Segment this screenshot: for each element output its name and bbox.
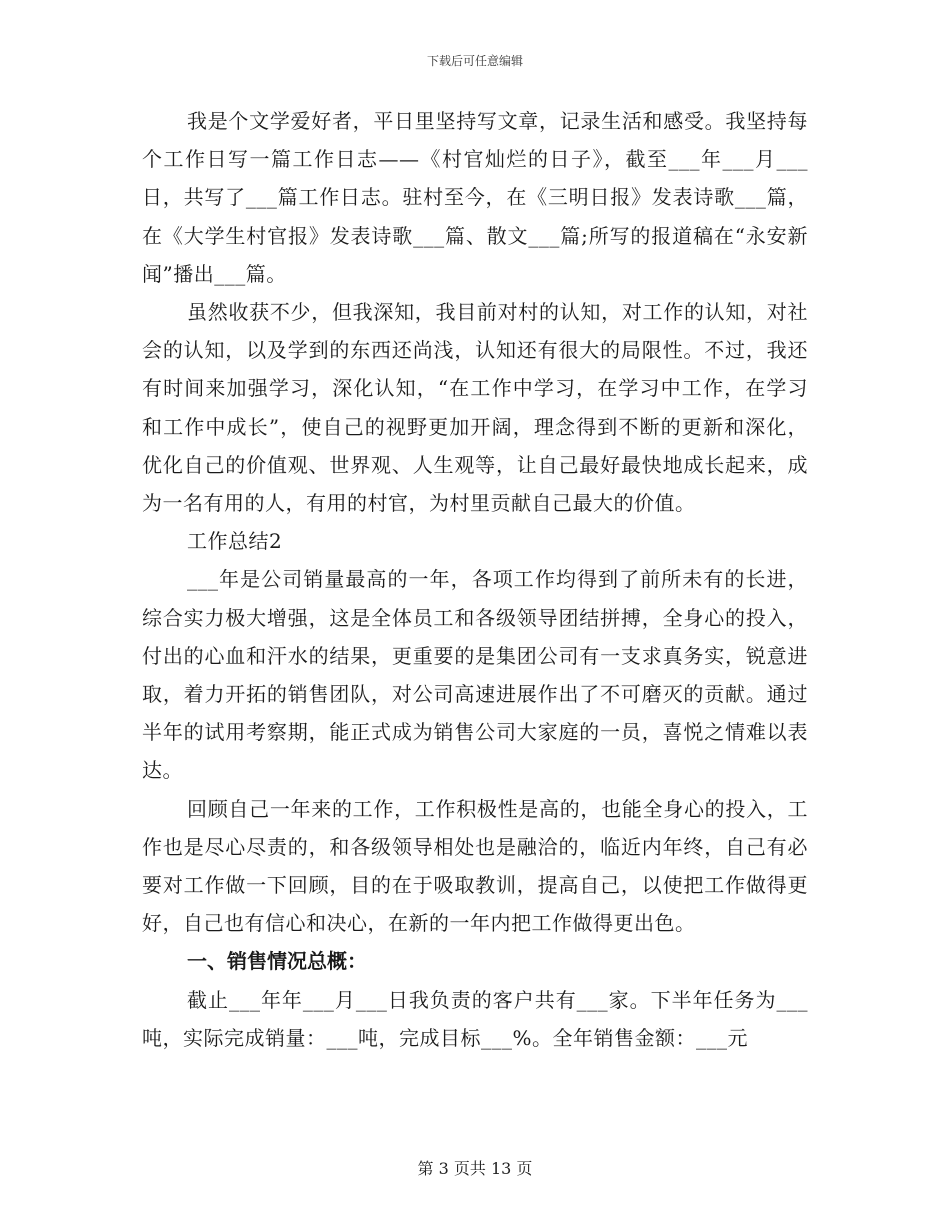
paragraph-company-sales: ___年是公司销量最高的一年，各项工作均得到了前所未有的长进，综合实力极大增强，这是全体员工和各级领导团结拼搏，全身心的投入，付出的心血和汗水的结果，更重要的是集团公司有一支求真务实，锐意进取，着力开拓的销售团队，对公司高速进展作出了不可磨灭的贡献。通过半年的试用考察期，能正式成为销售公司大家庭的一员，喜悦之情难以表达。 — [142, 567, 808, 783]
paragraph-self-awareness: 虽然收获不少，但我深知，我目前对村的认知，对工作的认知，对社会的认知，以及学到的东西还尚浅，认知还有很大的局限性。不过，我还有时间来加强学习，深化认知，“在工作中学习，在学习中工作，在学习和工作中成长”，使自己的视野更加开阔，理念得到不断的更新和深化，优化自己的价值观、世界观、人生观等，让自己最好最快地成长起来，成为一名有用的人，有用的村官，为村里贡献自己最大的价值。 — [142, 300, 808, 516]
paragraph-sales-figures: 截止___年年___月___日我负责的客户共有___家。下半年任务为___吨，实际完成销量：___吨，完成目标___%。全年销售金额：___元 — [142, 987, 808, 1050]
page-number-footer: 第 3 页共 13 页 — [417, 1159, 533, 1178]
document-body — [142, 102, 808, 1057]
paragraph-work-review: 回顾自己一年来的工作，工作积极性是高的，也能全身心的投入，工作也是尽心尽责的，和各级领导相处也是融洽的，临近内年终，自己有必要对工作做一下回顾，目的在于吸取教训，提高自己，以使把工作做得更好，自己也有信心和决心，在新的一年内把工作做得更出色。 — [142, 796, 808, 936]
section-title-work-summary-2: 工作总结2 — [187, 529, 283, 554]
page-header-note: 下载后可任意编辑 — [426, 54, 523, 68]
paragraph-literary-hobby: 我是个文学爱好者，平日里坚持写文章，记录生活和感受。我坚持每个工作日写一篇工作日志——《村官灿烂的日子》，截至___年___月___日，共写了___篇工作日志。驻村至今，在《三明日报》发表诗歌___篇，在《大学生村官报》发表诗歌___篇、散文___篇;所写的报道稿在“永安新闻”播出___篇。 — [142, 109, 808, 286]
section-heading-sales-overview: 一、销售情况总概： — [187, 949, 367, 974]
